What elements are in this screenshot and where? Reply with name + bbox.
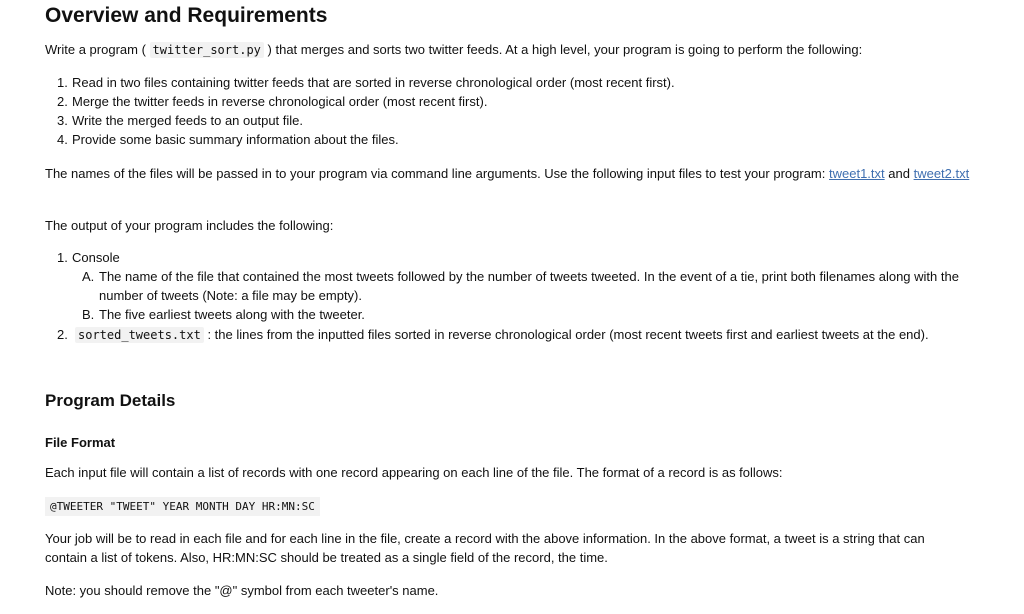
sub-a-line-1: The name of the file that contained the most tweets followed by the number of tweets tweeted. In the event of a tie, print both filenames along with the xyxy=(99,269,959,284)
step-4-text: Provide some basic summary information about the files. xyxy=(72,132,399,147)
step-1-number: 1. xyxy=(57,75,68,90)
step-4-number: 4. xyxy=(57,132,68,147)
sub-a-line-2: number of tweets (Note: a file may be empty). xyxy=(99,288,362,303)
output-intro: The output of your program includes the following: xyxy=(45,218,334,233)
file-format-heading: File Format xyxy=(45,435,116,450)
sub-b-text: The five earliest tweets along with the tweeter. xyxy=(99,307,365,322)
output-item-2-number: 2. xyxy=(57,327,68,342)
format-paragraph: Each input file will contain a list of records with one record appearing on each line of the file. The format of a record is as follows: xyxy=(45,465,783,480)
intro-paragraph xyxy=(45,40,1005,60)
output-item-2-text: : the lines from the inputted files sorted in reverse chronological order (most recent tweets first and earliest tweets at the end). xyxy=(207,327,929,342)
page-title: Overview and Requirements xyxy=(45,4,328,27)
step-3-text: Write the merged feeds to an output file. xyxy=(72,113,304,128)
sorted-tweets-code: sorted_tweets.txt xyxy=(75,327,204,343)
note-paragraph: Note: you should remove the "@" symbol from each tweeter's name. xyxy=(45,583,439,598)
job-paragraph xyxy=(45,529,985,567)
intro-before: Write a program ( xyxy=(45,42,146,57)
step-1-text: Read in two files containing twitter feeds that are sorted in reverse chronological order (most recent first). xyxy=(72,75,675,90)
output-item-2 xyxy=(75,325,1015,345)
program-details-heading: Program Details xyxy=(45,391,176,410)
files-paragraph xyxy=(45,164,975,183)
files-and: and xyxy=(888,166,910,181)
intro-after: ) that merges and sorts two twitter feeds. At a high level, your program is going to perform the following: xyxy=(267,42,863,57)
sub-a-letter: A. xyxy=(82,269,95,284)
sub-b-letter: B. xyxy=(82,307,95,322)
record-format-code: @TWEETER "TWEET" YEAR MONTH DAY HR:MN:SC xyxy=(45,497,320,516)
files-text: The names of the files will be passed in to your program via command line arguments. Use the following input files to test your program: xyxy=(45,166,826,181)
output-item-1-number: 1. xyxy=(57,250,68,265)
tweet1-link[interactable]: tweet1.txt xyxy=(829,166,885,181)
step-3-number: 3. xyxy=(57,113,68,128)
step-2-number: 2. xyxy=(57,94,68,109)
job-line-1: Your job will be to read in each file and for each line in the file, create a record with the above information. In the above format, a tweet is a string that can xyxy=(45,531,925,546)
tweet2-link[interactable]: tweet2.txt xyxy=(913,166,970,181)
program-filename-code: twitter_sort.py xyxy=(150,42,264,58)
step-2-text: Merge the twitter feeds in reverse chronological order (most recent first). xyxy=(72,94,488,109)
output-item-1-label: Console xyxy=(72,250,120,265)
job-line-2: contain a list of tokens. Also, HR:MN:SC should be treated as a single field of the record, the time. xyxy=(45,550,608,565)
